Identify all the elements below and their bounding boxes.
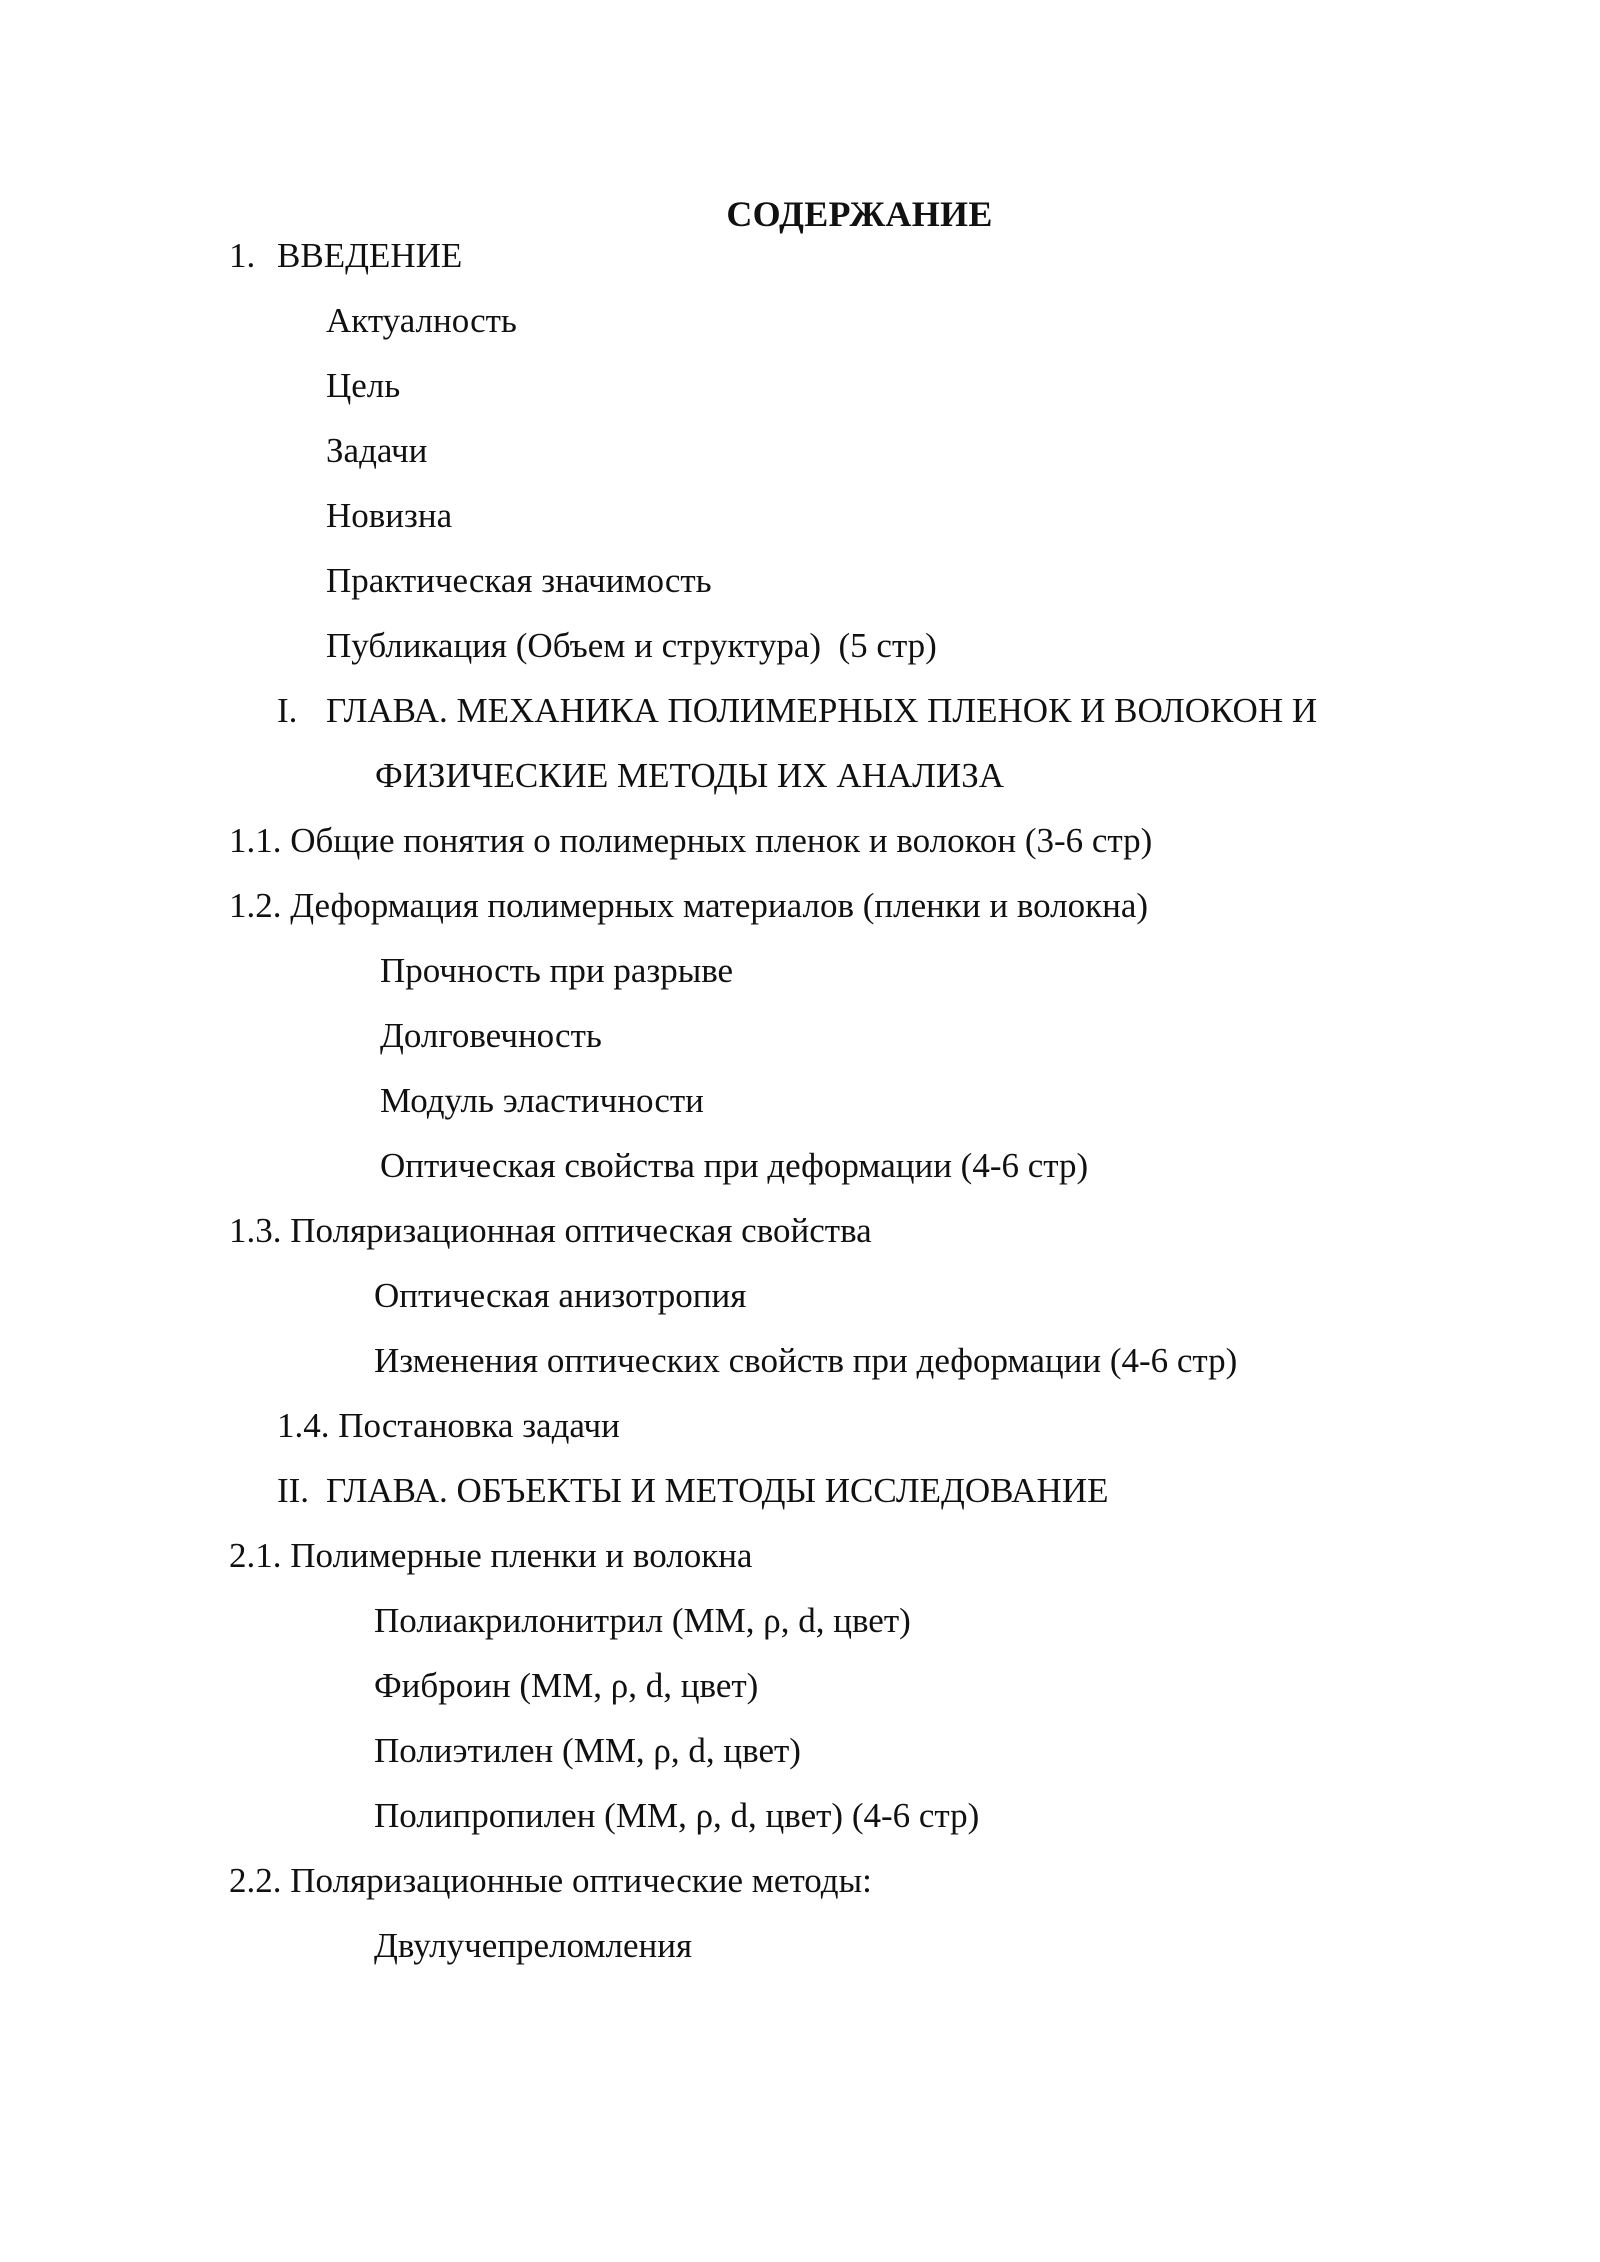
toc-entry: 2.1. Полимерные пленки и волокна <box>229 1536 753 1575</box>
toc-entry: Двулучепреломления <box>374 1926 693 1965</box>
toc-entry <box>229 233 462 279</box>
toc-entry: Полиэтилен (ММ, ρ, d, цвет) <box>374 1731 801 1770</box>
toc-entry: Изменения оптических свойств при деформации (4-6 стр) <box>374 1341 1238 1380</box>
toc-entry: 1.2. Деформация полимерных материалов (пленки и волокна) <box>229 886 1149 925</box>
toc-entry: Полипропилен (ММ, ρ, d, цвет) (4-6 стр) <box>374 1796 980 1835</box>
toc-entry: ФИЗИЧЕСКИЕ МЕТОДЫ ИХ АНАЛИЗА <box>375 756 1005 795</box>
toc-entry: Новизна <box>326 496 453 535</box>
toc-entry-number: II. <box>277 1471 310 1510</box>
toc-entry: Оптическая свойства при деформации (4-6 стр) <box>380 1146 1089 1185</box>
toc-entry: Задачи <box>326 431 428 470</box>
toc-entry: Долговечность <box>380 1016 602 1055</box>
toc-entry: 1.4. Постановка задачи <box>277 1406 620 1445</box>
toc-entry: Цель <box>326 366 401 405</box>
toc-entry: Практическая значимость <box>326 561 712 600</box>
page-title: СОДЕРЖАНИЕ <box>726 194 993 234</box>
toc-entry: Модуль эластичности <box>380 1081 704 1120</box>
toc-entry-number: 1. <box>229 236 256 275</box>
toc-entry <box>277 1468 1109 1514</box>
toc-entry: Полиакрилонитрил (ММ, ρ, d, цвет) <box>374 1601 911 1640</box>
toc-entry: 2.2. Поляризационные оптические методы: <box>229 1861 872 1900</box>
toc-entry: Фиброин (ММ, ρ, d, цвет) <box>374 1666 759 1705</box>
toc-entry <box>277 688 1317 734</box>
toc-entry-text: ГЛАВА. ОБЪЕКТЫ И МЕТОДЫ ИССЛЕДОВАНИЕ <box>326 1471 1109 1510</box>
toc-entry: Публикация (Объем и структура) (5 стр) <box>326 626 937 665</box>
toc-entry-number: I. <box>277 691 298 730</box>
toc-entry: 1.3. Поляризационная оптическая свойства <box>229 1211 872 1250</box>
toc-entry: Актуалность <box>326 301 517 340</box>
toc-entry: Прочность при разрыве <box>380 951 734 990</box>
toc-entry: 1.1. Общие понятия о полимерных пленок и волокон (3-6 стр) <box>229 821 1153 860</box>
toc-entry-text: ГЛАВА. МЕХАНИКА ПОЛИМЕРНЫХ ПЛЕНОК И ВОЛОКОН И <box>326 691 1318 730</box>
toc-entry: Оптическая анизотропия <box>374 1276 747 1315</box>
toc-entry-text: ВВЕДЕНИЕ <box>277 236 463 275</box>
